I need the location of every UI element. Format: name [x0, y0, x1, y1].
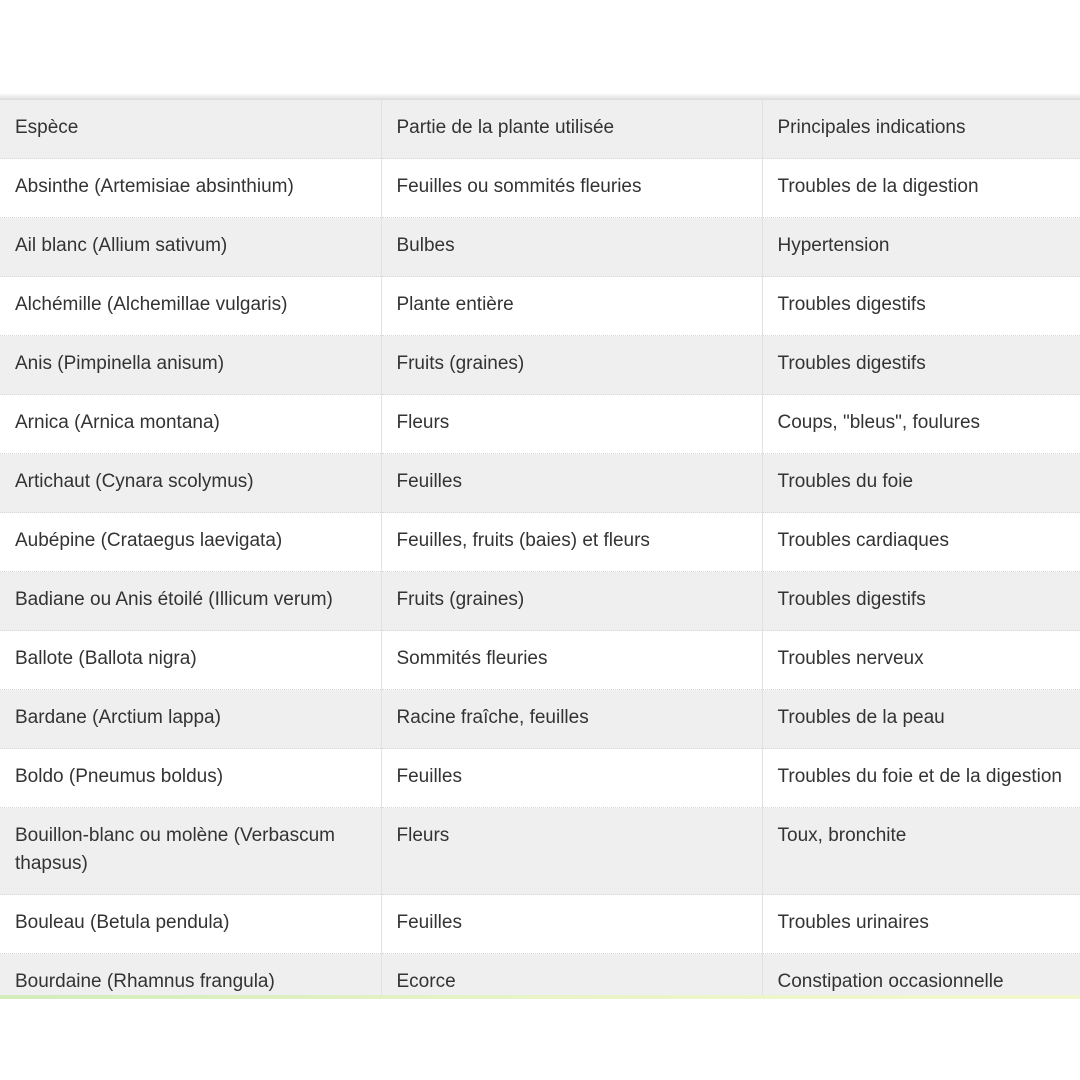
cell-plant-part: Feuilles: [381, 749, 762, 808]
cell-species: Ail blanc (Allium sativum): [0, 218, 381, 277]
cell-plant-part: Plante entière: [381, 277, 762, 336]
cell-indications: Troubles digestifs: [762, 572, 1080, 631]
plants-table: [0, 100, 1080, 995]
header-species: Espèce: [0, 100, 381, 159]
cell-indications: Hypertension: [762, 218, 1080, 277]
cell-species: Absinthe (Artemisiae absinthium): [0, 159, 381, 218]
table-row: [0, 277, 1080, 336]
cell-plant-part: Fruits (graines): [381, 336, 762, 395]
cell-plant-part: Sommités fleuries: [381, 631, 762, 690]
cell-indications: Constipation occasionnelle: [762, 954, 1080, 996]
table-container: [0, 100, 1080, 995]
cell-indications: Troubles cardiaques: [762, 513, 1080, 572]
cell-indications: Toux, bronchite: [762, 808, 1080, 895]
cell-species: Badiane ou Anis étoilé (Illicum verum): [0, 572, 381, 631]
cell-indications: Troubles digestifs: [762, 336, 1080, 395]
table-row: [0, 808, 1080, 895]
table-row: [0, 690, 1080, 749]
cell-indications: Coups, "bleus", foulures: [762, 395, 1080, 454]
table-row: [0, 572, 1080, 631]
table-row: [0, 513, 1080, 572]
table-row: [0, 395, 1080, 454]
cell-species: Alchémille (Alchemillae vulgaris): [0, 277, 381, 336]
table-row: [0, 954, 1080, 996]
cell-indications: Troubles de la digestion: [762, 159, 1080, 218]
cell-plant-part: Bulbes: [381, 218, 762, 277]
table-row: [0, 336, 1080, 395]
cell-plant-part: Fleurs: [381, 808, 762, 895]
cell-indications: Troubles nerveux: [762, 631, 1080, 690]
cell-plant-part: Ecorce: [381, 954, 762, 996]
cell-species: Bouillon-blanc ou molène (Verbascum thapsus): [0, 808, 381, 895]
cell-plant-part: Fleurs: [381, 395, 762, 454]
cell-indications: Troubles du foie et de la digestion: [762, 749, 1080, 808]
table-row: [0, 895, 1080, 954]
cell-plant-part: Feuilles: [381, 454, 762, 513]
table-row: [0, 454, 1080, 513]
cell-species: Aubépine (Crataegus laevigata): [0, 513, 381, 572]
cell-species: Anis (Pimpinella anisum): [0, 336, 381, 395]
cell-indications: Troubles du foie: [762, 454, 1080, 513]
table-row: [0, 218, 1080, 277]
cell-species: Bourdaine (Rhamnus frangula): [0, 954, 381, 996]
cell-plant-part: Feuilles, fruits (baies) et fleurs: [381, 513, 762, 572]
table-row: [0, 749, 1080, 808]
cell-species: Artichaut (Cynara scolymus): [0, 454, 381, 513]
cell-plant-part: Racine fraîche, feuilles: [381, 690, 762, 749]
cell-plant-part: Feuilles: [381, 895, 762, 954]
cell-plant-part: Feuilles ou sommités fleuries: [381, 159, 762, 218]
cell-species: Ballote (Ballota nigra): [0, 631, 381, 690]
table-row: [0, 159, 1080, 218]
cell-species: Bouleau (Betula pendula): [0, 895, 381, 954]
table-header-row: [0, 100, 1080, 159]
cell-species: Arnica (Arnica montana): [0, 395, 381, 454]
header-indications: Principales indications: [762, 100, 1080, 159]
cell-species: Boldo (Pneumus boldus): [0, 749, 381, 808]
header-plant-part: Partie de la plante utilisée: [381, 100, 762, 159]
cell-indications: Troubles urinaires: [762, 895, 1080, 954]
cell-indications: Troubles digestifs: [762, 277, 1080, 336]
bottom-accent-line: [0, 995, 1080, 999]
cell-indications: Troubles de la peau: [762, 690, 1080, 749]
table-row: [0, 631, 1080, 690]
cell-species: Bardane (Arctium lappa): [0, 690, 381, 749]
cell-plant-part: Fruits (graines): [381, 572, 762, 631]
